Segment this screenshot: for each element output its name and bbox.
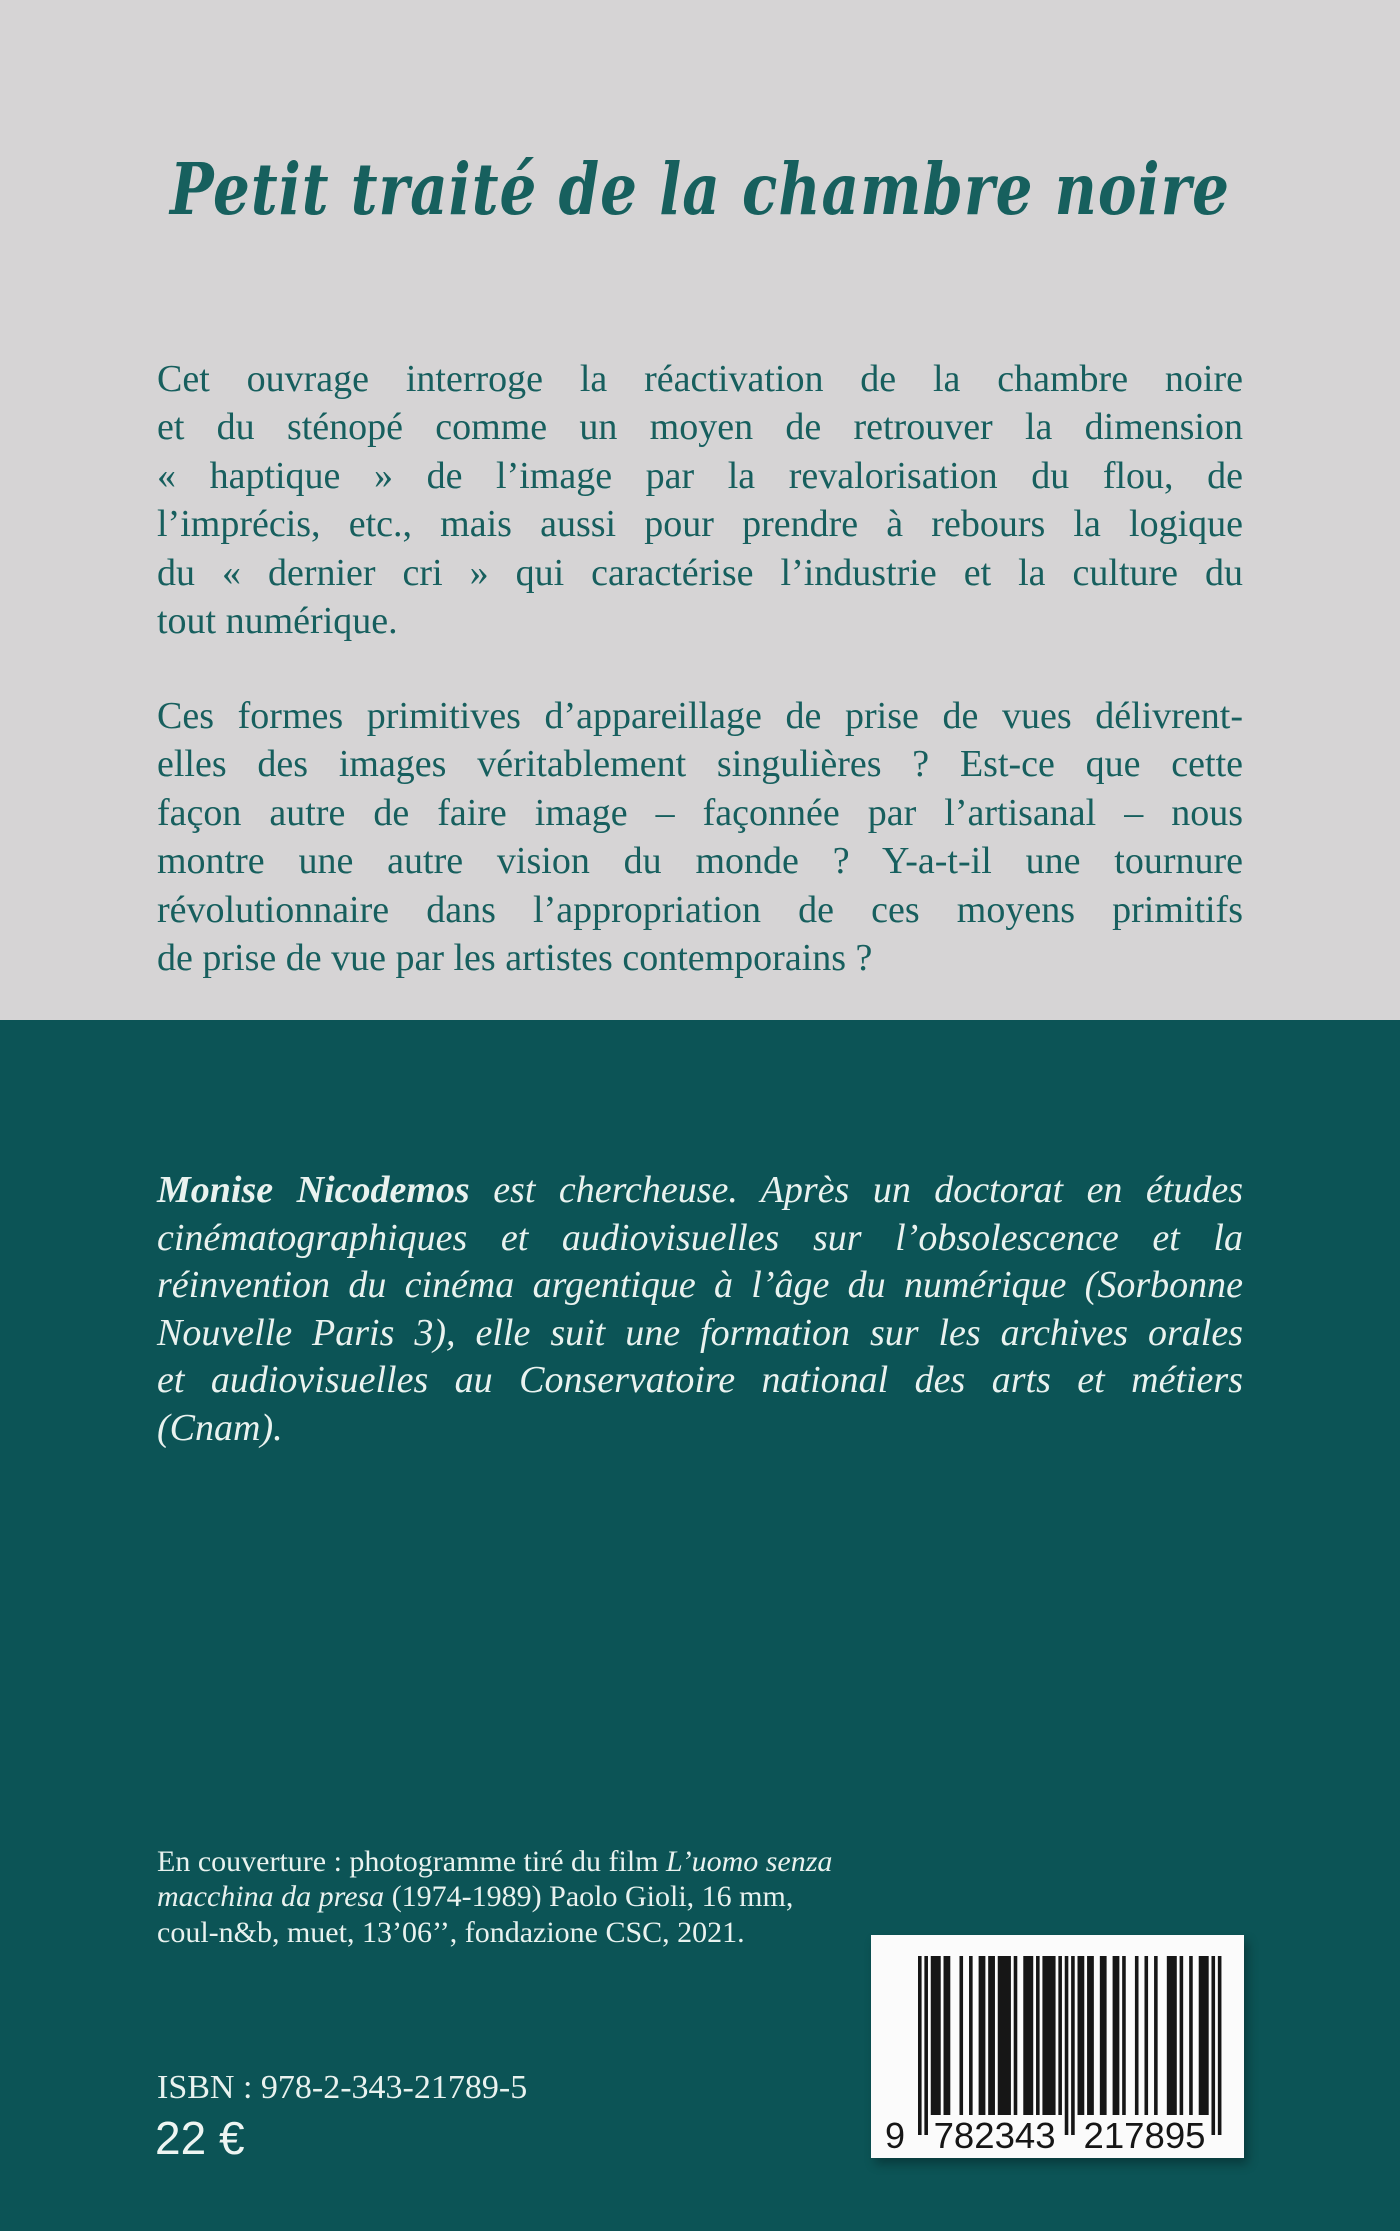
book-title: Petit traité de la chambre noire — [169, 148, 1231, 231]
text-line — [157, 1879, 1017, 1914]
text-segment: est chercheuse. Après un doctorat en études — [469, 1169, 1243, 1211]
synopsis-paragraph-1 — [157, 355, 1243, 645]
text-segment: (Cnam). — [157, 1406, 283, 1449]
price-text: 22 € — [155, 2112, 245, 2164]
text-segment: macchina da presa — [157, 1880, 385, 1914]
text-segment: de prise de vue par les artistes contemporains ? — [157, 937, 873, 980]
text-line — [157, 500, 1243, 548]
text-segment: Cet ouvrage interroge la réactivation de la chambre noire — [157, 358, 1243, 400]
text-segment: et audiovisuelles au Conservatoire national des arts et métiers — [157, 1359, 1243, 1402]
text-line — [157, 1844, 1017, 1879]
barcode — [871, 1935, 1244, 2158]
author-bio — [157, 1167, 1243, 1453]
barcode-digits: 217895 — [1083, 2115, 1206, 2156]
barcode-digits: 782343 — [933, 2115, 1056, 2156]
text-segment: elles des images véritablement singulières ? Est-ce que cette — [157, 743, 1243, 786]
text-segment: l’imprécis, etc., mais aussi pour prendre à rebours la logique — [157, 503, 1243, 546]
text-segment: du « dernier cri » qui caractérise l’industrie et la culture du — [157, 551, 1243, 594]
text-line — [157, 1310, 1243, 1358]
text-line — [157, 789, 1243, 837]
barcode-digits: 9 — [885, 2115, 906, 2156]
text-segment: Nouvelle Paris 3), elle suit une formation sur les archives orales — [157, 1311, 1243, 1354]
text-segment: coul-n&b, muet, 13’06’’, fondazione CSC, 2021. — [157, 1915, 745, 1949]
text-segment: réinvention du cinéma argentique à l’âge du numérique (Sorbonne — [157, 1264, 1243, 1307]
text-segment: Monise Nicodemos — [157, 1169, 470, 1211]
text-segment: Ces formes primitives d’appareillage de prise de vues délivrent- — [157, 695, 1243, 737]
text-line — [157, 1262, 1243, 1310]
text-segment: (1974-1989) Paolo Gioli, 16 mm, — [384, 1880, 794, 1914]
text-segment: En couverture : photogramme tiré du film — [157, 1845, 667, 1878]
text-segment: révolutionnaire dans l’appropriation de ces moyens primitifs — [157, 888, 1243, 931]
text-line — [157, 934, 1243, 982]
isbn-text: ISBN : 978-2-343-21789-5 — [157, 2069, 528, 2106]
text-line — [157, 886, 1243, 934]
text-segment: cinématographiques et audiovisuelles sur l’obsolescence et la — [157, 1216, 1243, 1259]
text-line — [157, 355, 1243, 403]
text-line — [157, 1405, 1243, 1453]
text-line — [157, 740, 1243, 788]
text-segment: et du sténopé comme un moyen de retrouver la dimension — [157, 406, 1243, 449]
text-segment: « haptique » de l’image par la revalorisation du flou, de — [157, 454, 1243, 497]
text-line — [157, 692, 1243, 740]
text-line — [157, 452, 1243, 500]
text-line — [157, 597, 1243, 645]
text-line — [157, 549, 1243, 597]
text-segment: tout numérique. — [157, 600, 398, 643]
text-line — [157, 1167, 1243, 1215]
text-line — [157, 837, 1243, 885]
text-segment: L’uomo senza — [666, 1845, 833, 1878]
text-line — [157, 1215, 1243, 1263]
barcode-ean13-graphic — [871, 1935, 1244, 2158]
text-line — [157, 1357, 1243, 1405]
synopsis-paragraph-2 — [157, 692, 1243, 982]
text-line — [157, 403, 1243, 451]
text-segment: façon autre de faire image – façonnée par l’artisanal – nous — [157, 791, 1243, 834]
text-segment: montre une autre vision du monde ? Y-a-t-il une tournure — [157, 840, 1243, 883]
